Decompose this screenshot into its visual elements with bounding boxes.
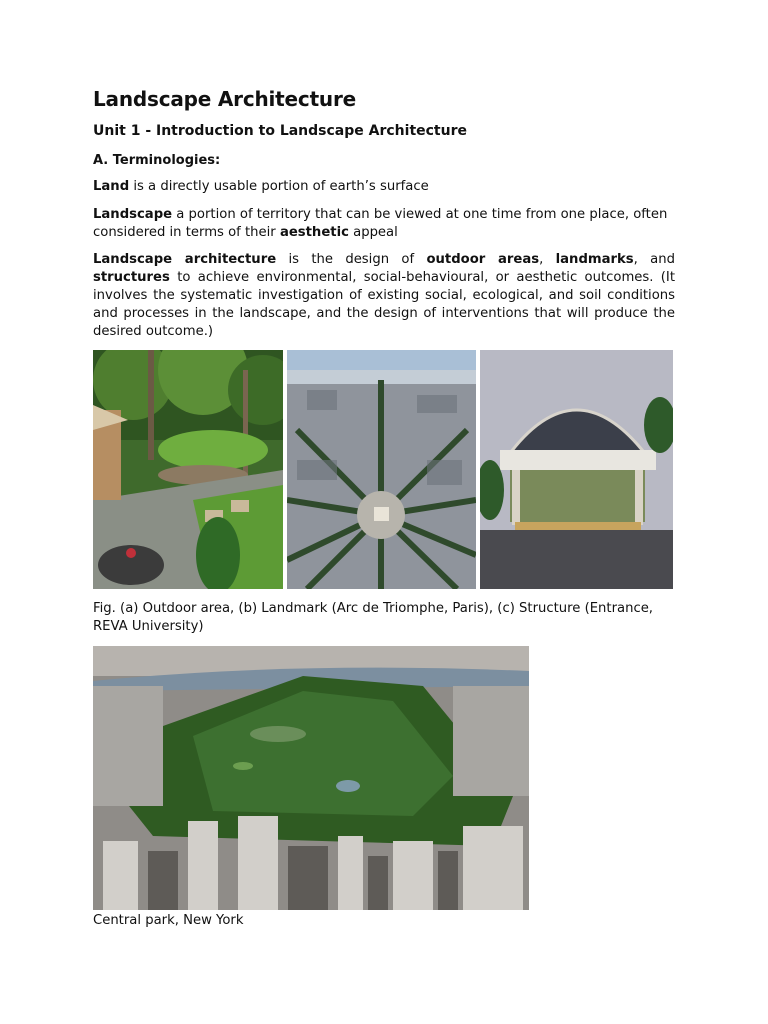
landscape-architecture-definition: [93, 251, 675, 341]
landscape-definition-end: appeal: [348, 225, 398, 240]
central-park-caption: Central park, New York: [93, 913, 244, 928]
landscape-term: Landscape: [93, 207, 173, 222]
la-text-4: to achieve environmental, social-behavioural, or aesthetic outcomes. (It involves the systematic investigation of existing social, ecological, and soil conditions and processes in the landscape, and the design of interventions that will produce the desired outcome.): [93, 270, 675, 339]
unit-heading: Unit 1 - Introduction to Landscape Architecture: [93, 123, 467, 139]
landmarks-bold: landmarks: [555, 252, 634, 267]
landscape-definition-text: a portion of territory that can be viewed at one time from one place, often considered in terms of their: [93, 207, 668, 240]
outdoor-area-photo: [93, 350, 283, 589]
section-heading: A. Terminologies:: [93, 153, 221, 168]
land-definition: [93, 178, 675, 196]
landscape-definition: [93, 206, 675, 242]
landscape-architecture-term: Landscape architecture: [93, 252, 277, 267]
la-text-1: is the design of: [276, 252, 427, 267]
outdoor-areas-bold: outdoor areas: [426, 252, 540, 267]
land-definition-text: is a directly usable portion of earth’s surface: [129, 179, 429, 194]
aesthetic-bold: aesthetic: [279, 225, 349, 240]
landmark-photo: [287, 350, 476, 589]
structures-bold: structures: [93, 270, 170, 285]
la-text-3: , and: [633, 252, 675, 267]
page-title: Landscape Architecture: [93, 87, 356, 111]
land-term: Land: [93, 179, 130, 194]
structure-photo: [480, 350, 673, 589]
la-text-2: ,: [539, 252, 556, 267]
central-park-photo: [93, 646, 529, 910]
figure-caption: Fig. (a) Outdoor area, (b) Landmark (Arc de Triomphe, Paris), (c) Structure (Entrance, REVA University): [93, 601, 653, 634]
